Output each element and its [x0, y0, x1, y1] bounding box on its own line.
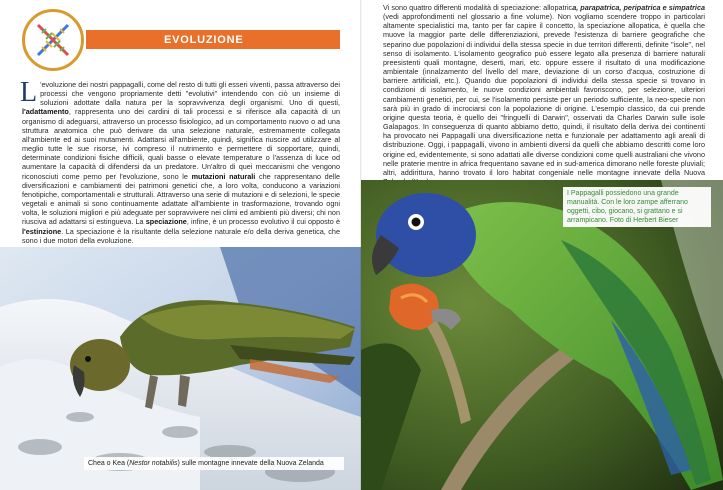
section-title: EVOLUZIONE [164, 33, 244, 46]
body-text-right [383, 3, 705, 186]
bold-term: speciazione [145, 217, 187, 227]
text-run: . La speciazione è la risultante della selezione naturale e/o della deriva genetica, che sono i due motori della evoluzione. [22, 226, 340, 245]
text-run: , rappresenta uno dei cardini di tali processi e si riferisce alla capacità di un organismo di adeguarsi, attraverso un processo fisiologico, ad un comportamento nuovo o ad una struttura anatomica che può derivare da una selezione naturale, estremamente collegata all'ambiente ed ai suoi mutamenti. Adattarsi all'ambiente, quindi, significa riuscire ad utilizzare al meglio tutte le sue risorse, ivi compreso il nutrimento e permettere di sopportare, quindi, determinate condizioni fisiche difficili, quali basse o elevate temperature o l'assenza di luce od aumentare la capacità di difendersi da un predatore. Un'altro di quei meccanismi che vengono riconosciuti come perno per l'evoluzione, sono le [22, 107, 340, 181]
bold-term: l'adattamento [22, 107, 69, 117]
drop-cap: L [20, 77, 38, 108]
italic-term: a, parapatrica, peripatrica e simpatrica [572, 3, 706, 12]
text-run: 'evoluzione dei nostri pappagalli, come del resto di tutti gli esseri viventi, passa attraverso dei processi che vengono propriamente detti "evolutivi" intendendo con ciò un insieme di soluzioni adottate dalla natura per la sopravvivenza degli organismi. Uno di questi, [40, 80, 340, 108]
text-run: che rappresentano delle diversificazioni e cambiamenti dei patrimoni genetici che, a loro volta, conducono a variazioni fenotipiche, comportamentali e strutturali. Attraverso una serie di mutazioni e di selezioni, le specie vegetali e animali si sono continuamente adattate all'ambiente in trasformazione, trovando ogni volta, le soluzioni migliori e più adeguate per sopravvivere nei climi ed ambienti più diversi; chi non riusciva ad adattarsi si estingueva. La [22, 171, 340, 227]
parrot-caption: I Pappagalli possiedono una grande manualità. Con le loro zampe afferrano oggetti, cibo, giocano, si grattano e si arrampicano. Foto di Herbert Bieser [563, 187, 711, 227]
kea-caption [84, 457, 344, 470]
text-run: , infine, è un processo evolutivo il cui opposto è [186, 217, 340, 227]
caption-species: Nestor notabilis [129, 460, 178, 467]
bold-term: l'estinzione [22, 226, 62, 236]
left-page [0, 0, 361, 490]
logo-badge [22, 9, 84, 71]
caption-text: Chea o Kea ( [88, 460, 130, 467]
kea-photo [0, 247, 361, 490]
bold-term: mutazioni naturali [191, 171, 256, 181]
dna-icon [30, 17, 76, 63]
text-run: Vi sono quattro differenti modalità di speciazione: allopatric [383, 3, 573, 12]
caption-text: ) sulle montagne innevate della Nuova Zelanda [177, 460, 324, 467]
right-page [361, 0, 723, 490]
body-text-left [20, 77, 340, 245]
section-title-bar [86, 30, 340, 49]
text-run: (vedi approfondimenti nel glossario a fine volume). Non vogliamo scendere troppo in particolari altamente specialistici ma, tanto per far capire il concetto, la speciazione allopatica, è quella che muove la maggior parte delle differenziazioni, prevede l'esistenza di barriere geografiche che separino due popolazioni di individui della stessa specie in due territori differenti, definite "isole", nel senso di isolamento. L'isolamento geografico può essere legato alla presenza di barriere naturali preesistenti quali montagne, deserti, mari, etc. oppure essere il risultato di una modificazione ambientale (innalzamento del livello del mare, deviazione di un corso d'acqua, costruzione di barriere artificiali, etc.). Quando due popolazioni di individui della stessa specie si trovano in condizioni di isolamento, le nuove condizioni ambientali favoriscono, per selezione, ulteriori cambiamenti genetici, per cui, se l'isolamento persiste per un periodo sufficiente, la neo-specie non sarà più in grado di incrociarsi con la popolazione di origine. L'esempio classico, da cui prende origine questa teoria, è quello dei "fringuelli di Darwin", osservati da Charles Darwin sulle isole Galapagos. In conseguenza di quanto abbiamo detto, quindi, il risultato della deriva dei continenti ha provocato nei Pappagalli una diversificazione netta e funzionale per adattamento agli areali di distribuzione. Oggi, i pappagalli, vivono in ambienti diversi da quelli che abbiamo descritti come loro origine ed, evidentemente, si sono adattati alle diverse condizioni come quelli australiani che vivono nelle praterie mentre in africa frequentano savane ed in sud-america dimorano nelle foreste pluviali; altri, addirittura, hanno trovato il loro habitat congeniale nelle montagne innevate della Nuova [383, 12, 705, 177]
